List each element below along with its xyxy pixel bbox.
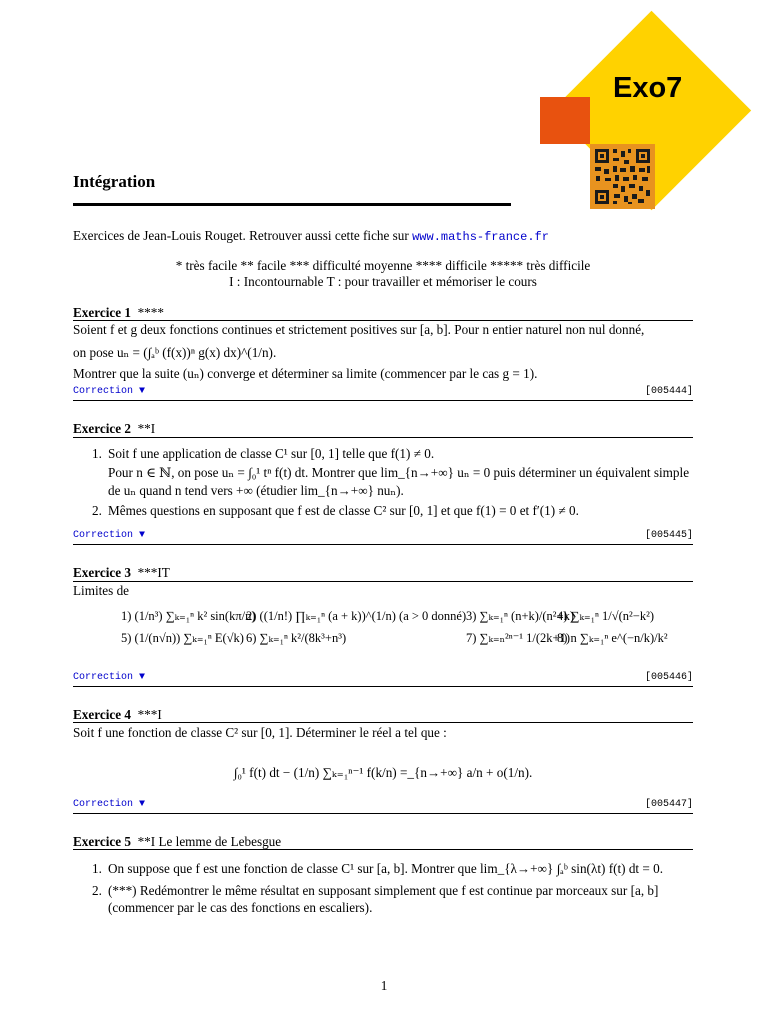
exercise-title: Exercice 5 [73,834,131,849]
exercise-stars: ***IT [137,565,170,580]
difficulty-legend: * très facile ** facile *** difficulté moyenne **** difficile ***** très difficile [175,258,591,273]
limit-item-3: 3) ∑ₖ₌₁ⁿ (n+k)/(n²+k) [466,609,574,623]
exercise-2-item1-c: de uₙ quand n tend vers +∞ (étudier lim_{n→+∞} nuₙ). [108,483,404,498]
exercise-end-rule [73,686,693,687]
exercise-end-rule [73,544,693,545]
page-number: 1 [380,978,388,993]
limit-item-4: 4) ∑ₖ₌₁ⁿ 1/√(n²−k²) [557,609,654,623]
exercise-5-item2-b: (commencer par le cas des fonctions en escaliers). [108,900,373,915]
exercise-1-line2: on pose uₙ = (∫ₐᵇ (f(x))ⁿ g(x) dx)^(1/n). [73,345,277,360]
exercise-ref: [005446] [644,672,693,683]
intro-text [73,228,549,244]
item-number: 2. [92,883,102,898]
correction-link[interactable]: Correction ▼ [73,386,146,397]
page-title: Intégration [73,172,156,191]
exercise-stars: **I [137,421,156,436]
exercise-2-header [73,421,693,437]
exercise-ref: [005445] [644,530,693,541]
exercise-rule [73,722,693,723]
item-number: 1. [92,861,102,876]
exercise-title: Exercice 3 [73,565,131,580]
title-rule [73,203,511,206]
exercise-2-item2: Mêmes questions en supposant que f est de classe C² sur [0, 1] et que f(1) = 0 et f′(1) ≠ 0. [108,503,579,518]
tag-legend: I : Incontournable T : pour travailler et mémoriser le cours [229,274,537,289]
exercise-5-header [73,834,693,850]
exercise-stars: **I Le lemme de Lebesgue [137,834,282,849]
limit-item-7: 7) ∑ₖ₌ₙ²ⁿ⁻¹ 1/(2k+1) [466,631,571,645]
correction-link[interactable]: Correction ▼ [73,672,146,683]
exercise-rule [73,437,693,438]
qr-code [590,144,655,209]
exercise-rule [73,849,693,850]
exercise-1-header [73,305,693,321]
correction-link[interactable]: Correction ▼ [73,530,146,541]
exercise-ref: [005444] [644,386,693,397]
maths-france-link[interactable]: www.maths-france.fr [412,230,549,244]
limit-item-5: 5) (1/(n√n)) ∑ₖ₌₁ⁿ E(√k) [121,631,244,645]
exercise-title: Exercice 1 [73,305,131,320]
exercise-rule [73,581,693,582]
exercise-rule [73,320,693,321]
exercise-stars: **** [137,305,164,320]
limit-item-6: 6) ∑ₖ₌₁ⁿ k²/(8k³+n³) [246,631,347,645]
exercise-4-line1: Soit f une fonction de classe C² sur [0, 1]. Déterminer le réel a tel que : [73,725,447,740]
exercise-4-formula: ∫₀¹ f(t) dt − (1/n) ∑ₖ₌₁ⁿ⁻¹ f(k/n) =_{n→+∞} a/n + o(1/n). [233,765,533,780]
limit-item-8: 8) n ∑ₖ₌₁ⁿ e^(−n/k)/k² [557,631,668,645]
exercise-1-line3: Montrer que la suite (uₙ) converge et déterminer sa limite (commencer par le cas g = 1). [73,366,538,381]
exercise-3-subtitle: Limites de [73,583,130,598]
exercise-5-item2-a: (***) Redémontrer le même résultat en supposant simplement que f est continue par morceaux sur [a, b] [108,883,659,898]
exercise-title: Exercice 4 [73,707,131,722]
exercise-stars: ***I [137,707,162,722]
exercise-2-item1-b: Pour n ∈ ℕ, on pose uₙ = ∫₀¹ tⁿ f(t) dt. Montrer que lim_{n→+∞} uₙ = 0 puis déterminer un équivalent simple [108,465,690,480]
item-number: 1. [92,446,102,461]
logo-orange-square [540,97,590,144]
correction-link[interactable]: Correction ▼ [73,799,146,810]
intro-prefix: Exercices de Jean-Louis Rouget. Retrouver aussi cette fiche sur [73,228,413,243]
logo-text: Exo7 [613,72,683,104]
exercise-ref: [005447] [644,799,693,810]
limit-item-1: 1) (1/n³) ∑ₖ₌₁ⁿ k² sin(kπ/n) [121,609,256,623]
exercise-end-rule [73,400,693,401]
exercise-4-header [73,707,693,723]
limit-item-2: 2) ((1/n!) ∏ₖ₌₁ⁿ (a + k))^(1/n) (a > 0 donné) [246,609,467,623]
item-number: 2. [92,503,102,518]
exercise-2-item1-a: Soit f une application de classe C¹ sur [0, 1] telle que f(1) ≠ 0. [108,446,435,461]
exercise-title: Exercice 2 [73,421,131,436]
exercise-1-line1: Soient f et g deux fonctions continues et strictement positives sur [a, b]. Pour n entier naturel non nul donné, [73,322,645,337]
exercise-5-item1: On suppose que f est une fonction de classe C¹ sur [a, b]. Montrer que lim_{λ→+∞} ∫ₐᵇ sin(λt) f(t) dt = 0. [108,861,664,876]
exercise-end-rule [73,813,693,814]
exercise-3-header [73,565,693,581]
